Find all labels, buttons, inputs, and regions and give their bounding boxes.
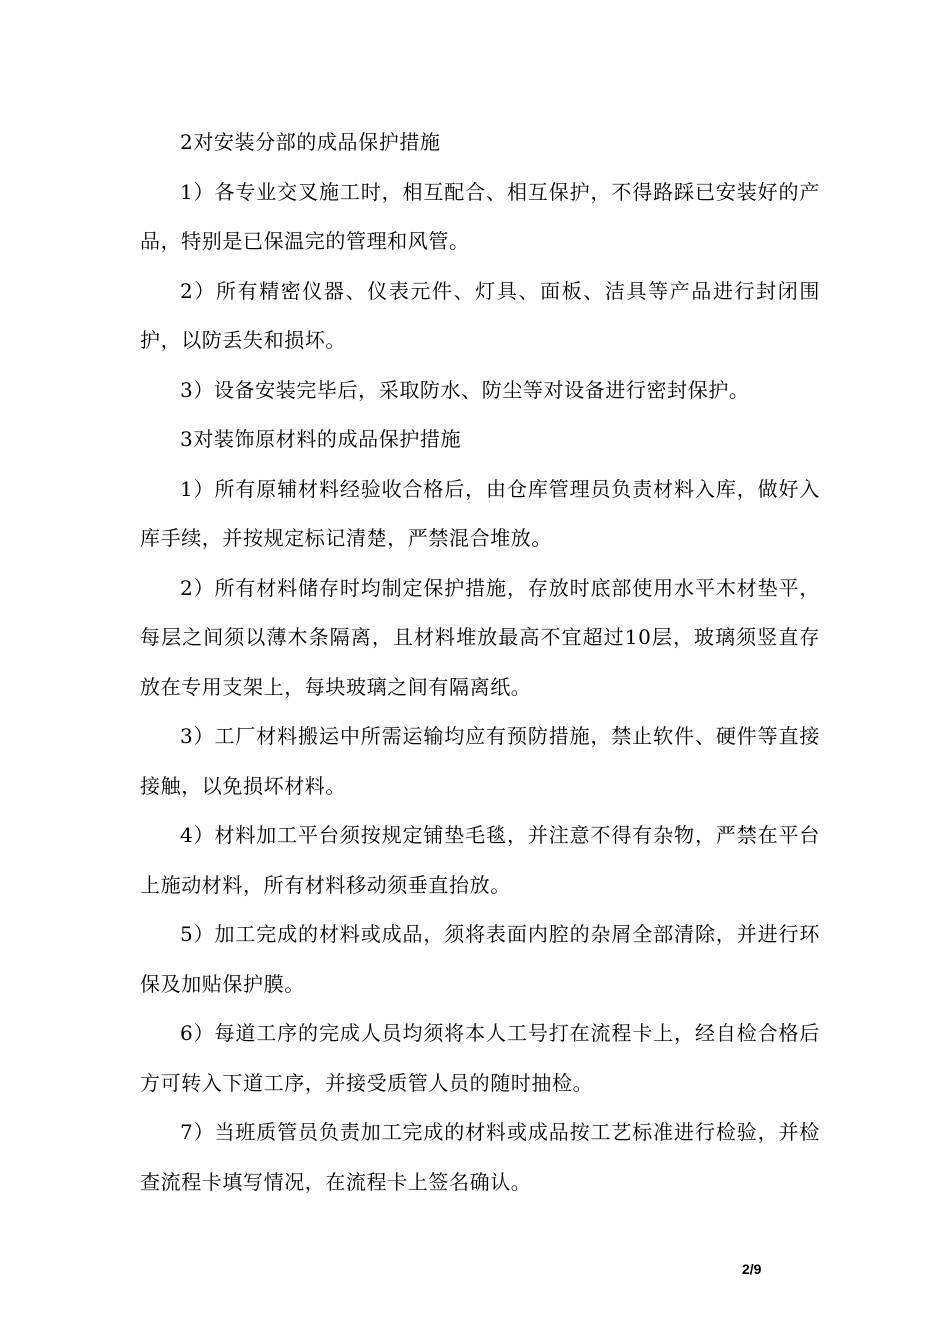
paragraph: 6）每道工序的完成人员均须将本人工号打在流程卡上，经自检合格后方可转入下道工序，并接受质管人员的随时抽检。: [140, 1021, 820, 1095]
paragraph: 4）材料加工平台须按规定铺垫毛毯，并注意不得有杂物，严禁在平台上施动材料，所有材料移动须垂直抬放。: [140, 823, 820, 897]
paragraph: 1）所有原辅材料经验收合格后，由仓库管理员负责材料入库，做好入库手续，并按规定标记清楚，严禁混合堆放。: [140, 476, 820, 550]
paragraph: 3）设备安装完毕后，采取防水、防尘等对设备进行密封保护。: [180, 377, 750, 402]
section-heading-installation-protection: 2对安装分部的成品保护措施: [180, 130, 441, 154]
paragraph: 5）加工完成的材料或成品，须将表面内腔的杂屑全部清除，并进行环保及加贴保护膜。: [140, 922, 820, 996]
page-number: 2/9: [742, 1261, 762, 1277]
paragraph: 2）所有精密仪器、仪表元件、灯具、面板、洁具等产品进行封闭围护，以防丢失和损坏。: [140, 278, 820, 352]
section-heading-decoration-material-protection: 3对装饰原材料的成品保护措施: [180, 427, 462, 451]
paragraph: 1）各专业交叉施工时，相互配合、相互保护，不得路踩已安装好的产品，特别是已保温完的管理和风管。: [140, 179, 820, 253]
paragraph: 2）所有材料储存时均制定保护措施，存放时底部使用水平木材垫平，每层之间须以薄木条隔离，且材料堆放最高不宜超过10层，玻璃须竖直存放在专用支架上，每块玻璃之间有隔离纸。: [140, 575, 820, 699]
document-body: [140, 118, 820, 1207]
paragraph: 3）工厂材料搬运中所需运输均应有预防措施，禁止软件、硬件等直接接触，以免损坏材料。: [140, 724, 820, 798]
paragraph: 7）当班质管员负责加工完成的材料或成品按工艺标准进行检验，并检查流程卡填写情况，在流程卡上签名确认。: [140, 1120, 820, 1194]
